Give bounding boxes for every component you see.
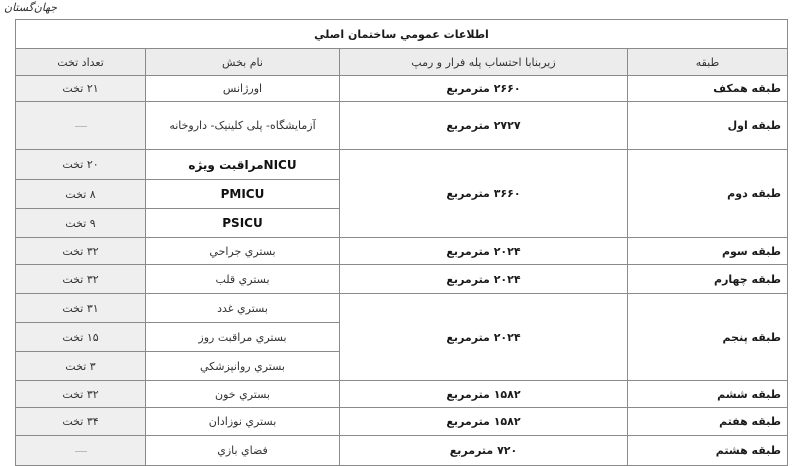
- floor-area-cell: ۱۵۸۲ مترمربع: [340, 381, 628, 408]
- table-row: [16, 294, 788, 323]
- bed-count-cell: ۹ تخت: [16, 209, 146, 238]
- table-row: [16, 381, 788, 408]
- table-row: [16, 408, 788, 436]
- floor-area-cell: ۷۲۰ مترمربع: [340, 436, 628, 466]
- department-cell: بستري روانپزشكي: [146, 352, 340, 381]
- floor-area-cell: ۱۵۸۲ مترمربع: [340, 408, 628, 436]
- bed-count-cell: ۳۲ تخت: [16, 238, 146, 265]
- floor-name-cell: طبقه پنجم: [628, 294, 788, 381]
- bed-count-cell: ۳۲ تخت: [16, 265, 146, 294]
- table-body: [16, 76, 788, 466]
- bed-count-cell: ۳۱ تخت: [16, 294, 146, 323]
- department-cell: بستري خون: [146, 381, 340, 408]
- floor-name-cell: طبقه همكف: [628, 76, 788, 102]
- department-cell: بستري مراقبت روز: [146, 323, 340, 352]
- bed-count-cell: [16, 436, 146, 466]
- floor-area-cell: ۲۰۲۴ مترمربع: [340, 238, 628, 265]
- floor-name-cell: طبقه هشتم: [628, 436, 788, 466]
- department-cell: بستري نوزادان: [146, 408, 340, 436]
- floor-area-cell: ۳۶۶۰ مترمربع: [340, 150, 628, 238]
- floor-name-cell: طبقه هفتم: [628, 408, 788, 436]
- department-cell: PMICU: [146, 180, 340, 209]
- floor-area-cell: ۲۰۲۴ مترمربع: [340, 265, 628, 294]
- header-area: زيربنابا احتساب پله فرار و رمپ: [340, 49, 628, 76]
- building-info-table: [15, 19, 788, 466]
- bed-count-cell: ۳۴ تخت: [16, 408, 146, 436]
- floor-name-cell: طبقه اول: [628, 102, 788, 150]
- bed-count-cell: ۲۰ تخت: [16, 150, 146, 180]
- floor-name-cell: طبقه چهارم: [628, 265, 788, 294]
- empty-value-dash: [75, 126, 87, 127]
- table-row: [16, 76, 788, 102]
- table-row: [16, 436, 788, 466]
- floor-area-cell: ۲۶۶۰ مترمربع: [340, 76, 628, 102]
- department-cell: بستري قلب: [146, 265, 340, 294]
- department-cell: بستري جراحي: [146, 238, 340, 265]
- bed-count-cell: ۱۵ تخت: [16, 323, 146, 352]
- department-cell: PSICU: [146, 209, 340, 238]
- bed-count-cell: ۸ تخت: [16, 180, 146, 209]
- table-row: [16, 102, 788, 150]
- department-cell: فضاي بازي: [146, 436, 340, 466]
- department-cell: آزمایشگاه- پلی کلینیک- داروخانه: [146, 102, 340, 150]
- bed-count-cell: ۳۲ تخت: [16, 381, 146, 408]
- publisher-logo: جهان‌گستان: [4, 1, 58, 14]
- header-dept: نام بخش: [146, 49, 340, 76]
- table-row: [16, 150, 788, 180]
- department-cell: بستري غدد: [146, 294, 340, 323]
- bed-count-cell: [16, 102, 146, 150]
- department-cell: NICUمراقبت ويژه: [146, 150, 340, 180]
- table-row: [16, 265, 788, 294]
- table-title: اطلاعات عمومي ساختمان اصلي: [16, 20, 788, 49]
- table-row: [16, 238, 788, 265]
- header-floor: طبقه: [628, 49, 788, 76]
- floor-name-cell: طبقه دوم: [628, 150, 788, 238]
- floor-name-cell: طبقه ششم: [628, 381, 788, 408]
- bed-count-cell: ۲۱ تخت: [16, 76, 146, 102]
- empty-value-dash: [75, 451, 87, 452]
- floor-area-cell: ۲۰۲۴ مترمربع: [340, 294, 628, 381]
- header-beds: تعداد تخت: [16, 49, 146, 76]
- floor-name-cell: طبقه سوم: [628, 238, 788, 265]
- bed-count-cell: ۳ تخت: [16, 352, 146, 381]
- department-cell: اورژانس: [146, 76, 340, 102]
- floor-area-cell: ۲۷۲۷ مترمربع: [340, 102, 628, 150]
